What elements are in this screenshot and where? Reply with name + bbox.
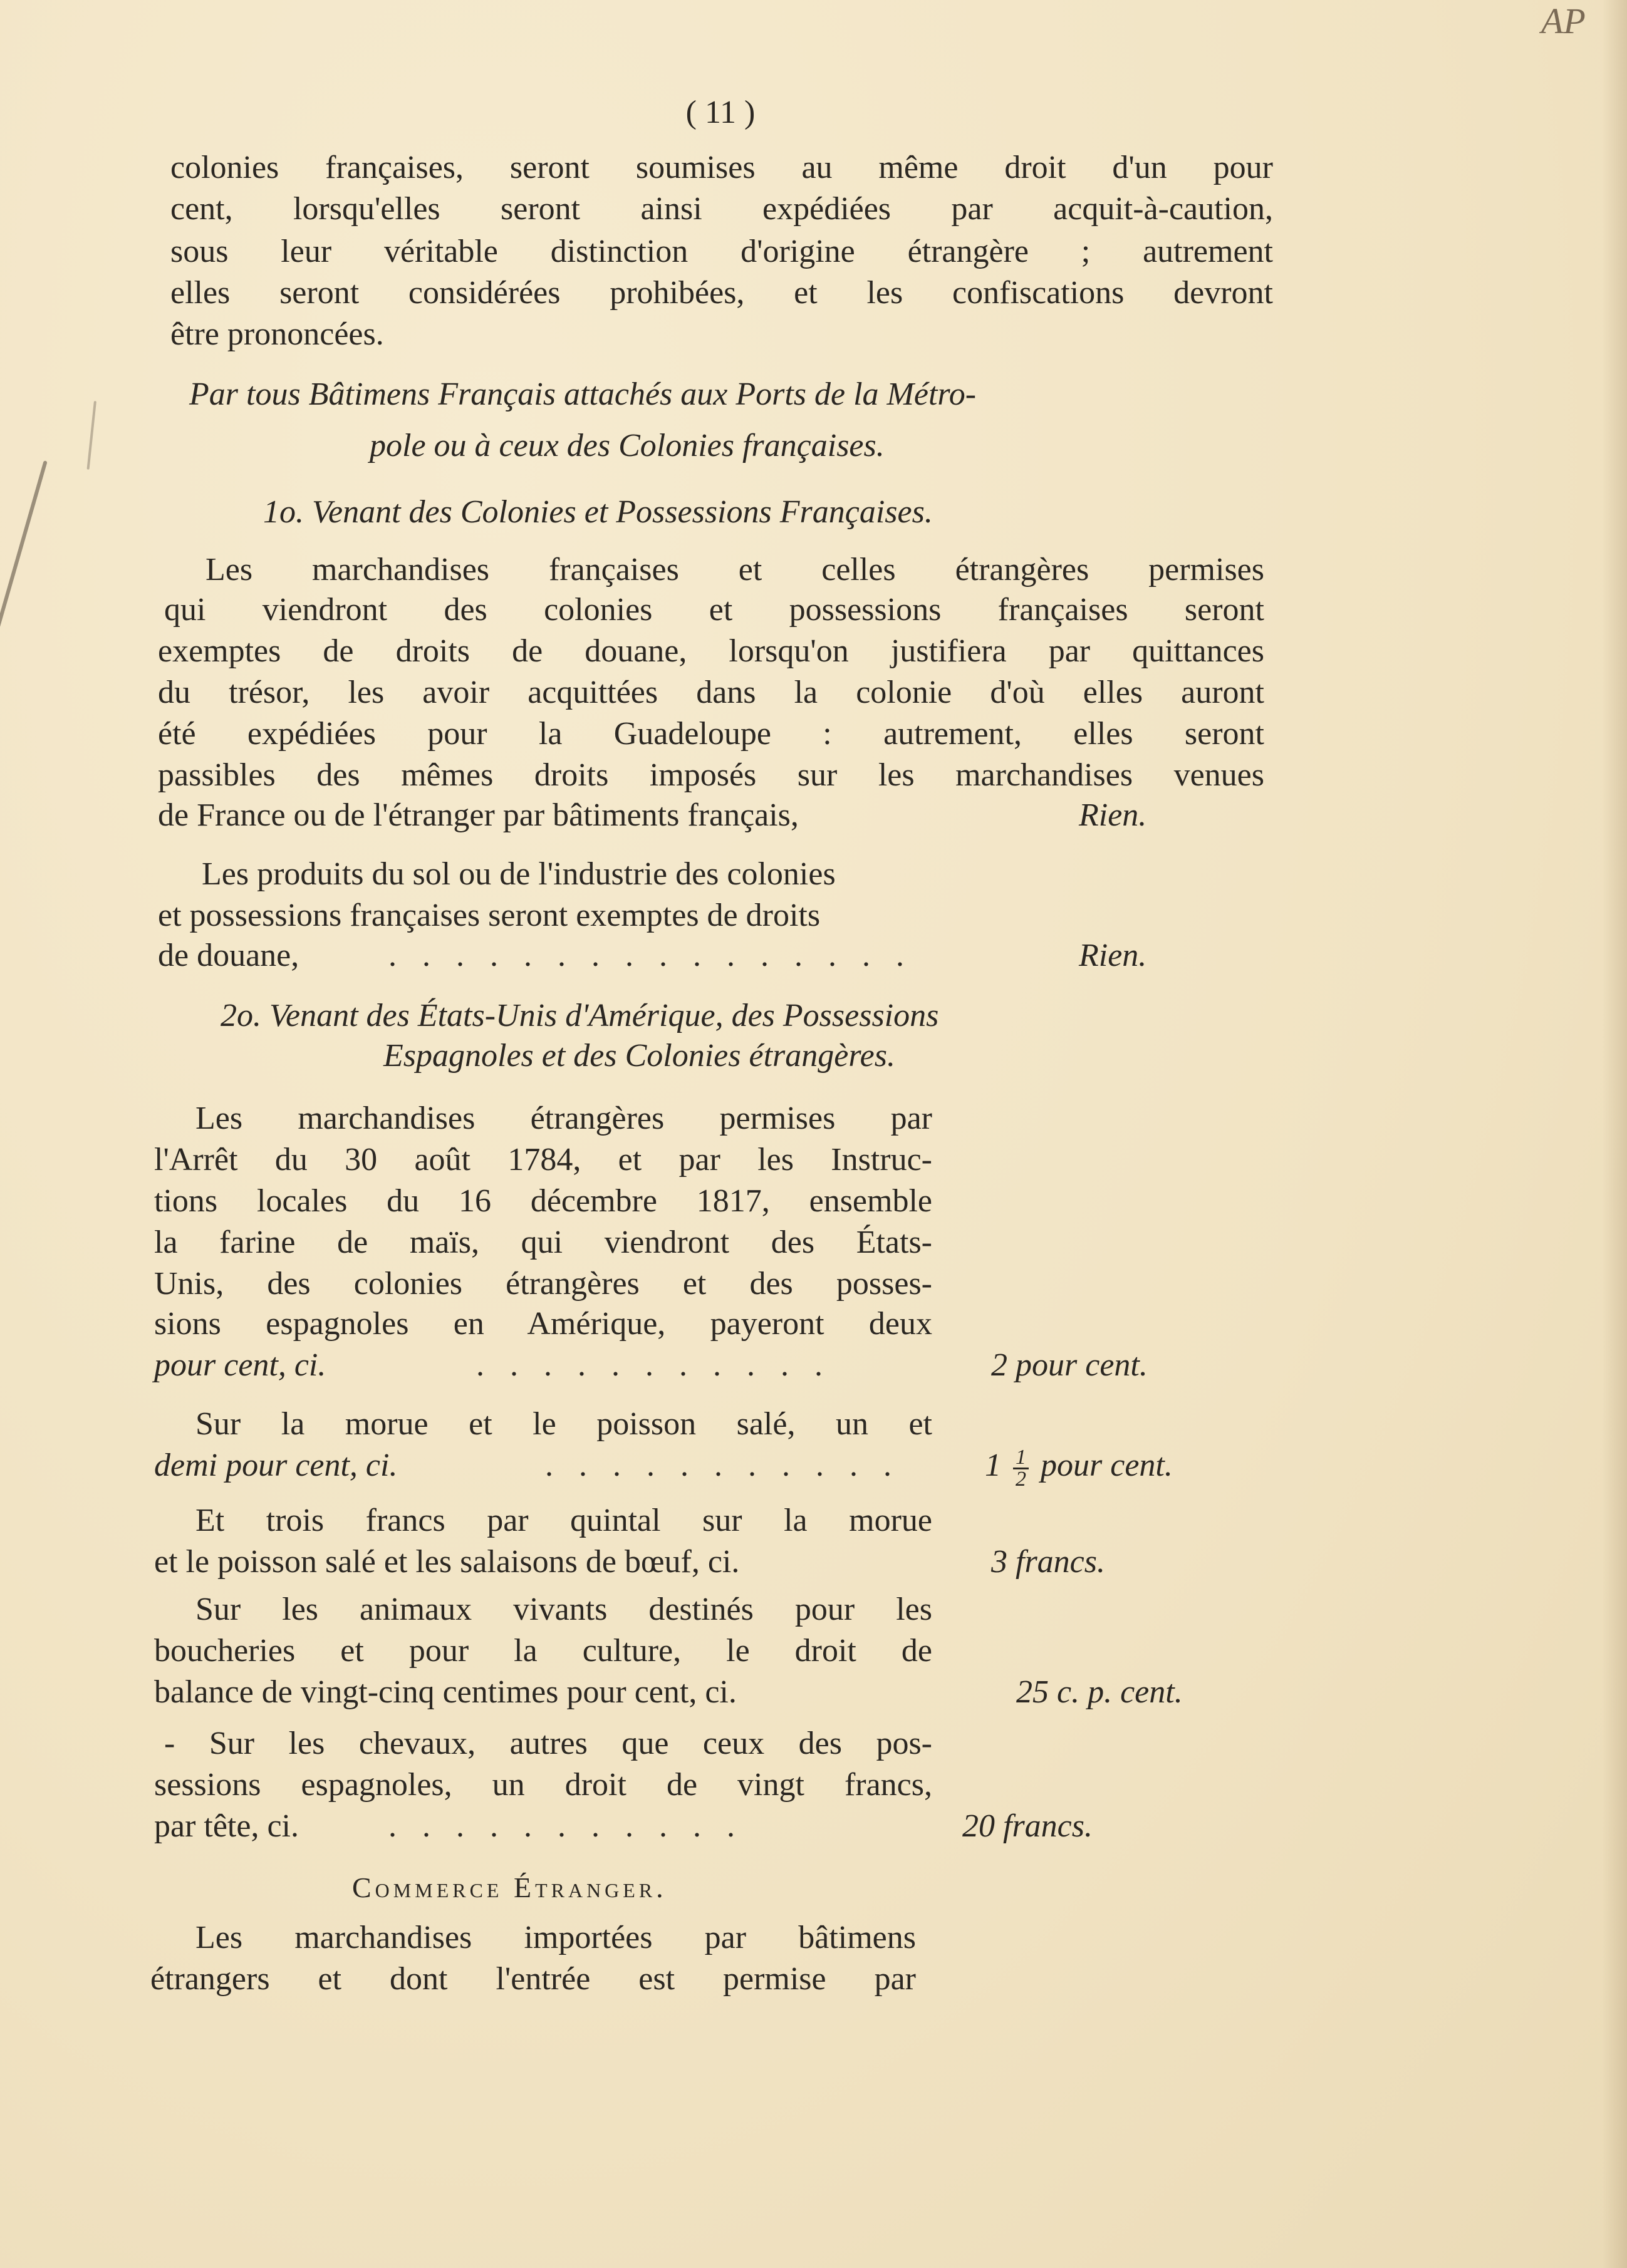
para-3-line-2: l'Arrêt du 30 août 1784, et par les Instruc-: [154, 1142, 932, 1178]
intro-line-4: elles seront considérées prohibées, et les confiscations devront: [170, 275, 1273, 311]
para-7-line-2: sessions espagnoles, un droit de vingt francs,: [154, 1767, 932, 1803]
para-4-leader-dots: . . . . . . . . . . .: [545, 1447, 900, 1483]
para-1-line-1: Les marchandises françaises et celles étrangères permises: [205, 552, 1264, 588]
para-6-line-2: boucheries et pour la culture, le droit de: [154, 1633, 932, 1669]
section-heading-commerce-etranger: Commerce Étranger.: [352, 1872, 667, 1903]
margin-pen-stroke-upper: [87, 401, 96, 470]
para-3-line-6: sions espagnoles en Amérique, payeront deux: [154, 1306, 932, 1342]
para-3-line-4: la farine de maïs, qui viendront des États-: [154, 1225, 932, 1260]
intro-line-2: cent, lorsqu'elles seront ainsi expédiées par acquit-à-caution,: [170, 191, 1273, 227]
page-edge-shadow: [1602, 0, 1627, 2268]
para-7-line-1: - Sur les chevaux, autres que ceux des pos-: [164, 1726, 932, 1761]
para-4-value-fraction: [1013, 1447, 1029, 1489]
para-3-line-5: Unis, des colonies étrangères et des posses-: [154, 1266, 932, 1302]
para-8-line-1: Les marchandises importées par bâtimens: [195, 1920, 916, 1955]
section-heading-etats-unis-line-2: Espagnoles et des Colonies étrangères.: [383, 1038, 895, 1074]
para-5-line-2: et le poisson salé et les salaisons de bœuf, ci.: [154, 1544, 740, 1580]
fraction-numerator: 1: [1013, 1447, 1029, 1469]
para-2-line-3: de douane,: [158, 938, 299, 973]
para-2-value: Rien.: [1079, 938, 1147, 973]
para-1-line-5: été expédiées pour la Guadeloupe : autrement, elles seront: [158, 716, 1264, 752]
intro-line-5: être prononcées.: [170, 316, 384, 352]
intro-line-3: sous leur véritable distinction d'origine étrangère ; autrement: [170, 234, 1273, 269]
para-8-line-2: étrangers et dont l'entrée est permise par: [150, 1961, 916, 1997]
para-4-value-unit: pour cent.: [1041, 1447, 1173, 1483]
para-7-leader-dots: . . . . . . . . . . .: [388, 1808, 744, 1844]
para-4-value-int: 1: [985, 1447, 1001, 1483]
para-1-line-4: du trésor, les avoir acquittées dans la colonie d'où elles auront: [158, 675, 1264, 710]
para-5-line-1: Et trois francs par quintal sur la morue: [195, 1503, 932, 1538]
para-2-leader-dots: . . . . . . . . . . . . . . . .: [388, 938, 913, 973]
section-heading-etats-unis-line-1: 2o. Venant des États-Unis d'Amérique, des Possessions: [221, 998, 939, 1033]
para-6-line-3: balance de vingt-cinq centimes pour cent, ci.: [154, 1674, 737, 1710]
para-6-value: 25 c. p. cent.: [1016, 1674, 1183, 1710]
section-heading-colonies-francaises: 1o. Venant des Colonies et Possessions Françaises.: [263, 494, 933, 530]
para-1-value: Rien.: [1079, 797, 1147, 833]
para-1-line-6: passibles des mêmes droits imposés sur les marchandises venues: [158, 757, 1264, 793]
para-4-line-1: Sur la morue et le poisson salé, un et: [195, 1406, 932, 1442]
para-1-line-3: exemptes de droits de douane, lorsqu'on justifiera par quittances: [158, 633, 1264, 669]
para-3-value: 2 pour cent.: [991, 1347, 1148, 1383]
intro-line-1: colonies françaises, seront soumises au même droit d'un pour: [170, 150, 1273, 185]
heading-ships-line-1: Par tous Bâtimens Français attachés aux Ports de la Métro-: [189, 376, 977, 412]
para-2-line-2: et possessions françaises seront exemptes de droits: [158, 898, 821, 933]
para-3-line-7: pour cent, ci.: [154, 1347, 326, 1383]
corner-mark: AP: [1541, 1, 1586, 41]
para-1-line-7: de France ou de l'étranger par bâtiments français,: [158, 797, 799, 833]
para-6-line-1: Sur les animaux vivants destinés pour les: [195, 1592, 932, 1627]
para-4-line-2: demi pour cent, ci.: [154, 1447, 398, 1483]
para-1-line-2: qui viendront des colonies et possessions françaises seront: [164, 592, 1264, 628]
para-2-line-1: Les produits du sol ou de l'industrie des colonies: [202, 856, 836, 892]
para-3-line-1: Les marchandises étrangères permises par: [195, 1100, 932, 1136]
page-number: ( 11 ): [685, 95, 756, 130]
para-3-line-3: tions locales du 16 décembre 1817, ensemble: [154, 1183, 932, 1219]
heading-ships-line-2: pole ou à ceux des Colonies françaises.: [370, 428, 885, 463]
para-7-line-3: par tête, ci.: [154, 1808, 299, 1844]
para-3-leader-dots: . . . . . . . . . . .: [476, 1347, 831, 1383]
margin-pen-stroke: [0, 460, 48, 871]
para-4-value: [985, 1447, 1173, 1489]
fraction-denominator: 2: [1016, 1467, 1026, 1491]
para-7-value: 20 francs.: [962, 1808, 1093, 1844]
para-5-value: 3 francs.: [991, 1544, 1105, 1580]
